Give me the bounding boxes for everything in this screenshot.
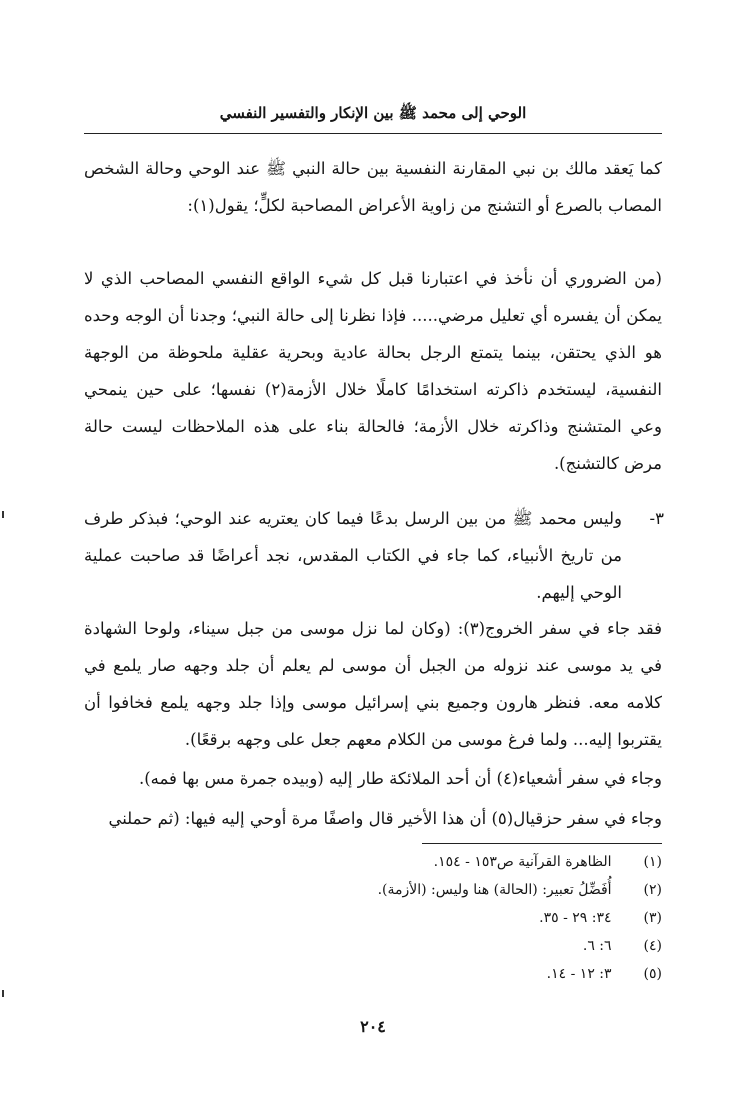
- footnote-text: الظاهرة القرآنية ص١٥٣ - ١٥٤.: [433, 854, 612, 870]
- footnote-text: ٣٤: ٢٩ - ٣٥.: [539, 910, 612, 926]
- footnote: [84, 960, 662, 988]
- quote-paragraph: (من الضروري أن نأخذ في اعتبارنا قبل كل شيء الواقع النفسي المصاحب الذي لا يمكن أن يفسره أي تعليل مرضي..... فإذا نظرنا إلى حالة النبي؛ وجدنا أن الوجه وحده هو الذي يحتقن، بينما يتمتع الرجل بحالة عادية وبحرية عقلية ملحوظة من الوجهة النفسية، ليستخدم ذاكرته استخدامًا كاملًا خلال الأزمة(٢) نفسها؛ على حين ينمحي وعي المتشنج وذاكرته خلال الأزمة؛ فالحالة بناء على هذه الملاحظات ليست حالة مرض كالتشنج).: [84, 269, 662, 473]
- footnote-rule: [422, 843, 662, 844]
- footnote-number: (٤): [643, 938, 662, 954]
- footnote: [84, 848, 662, 876]
- footnote-number: (١): [643, 854, 662, 870]
- footnote-text: ٣: ١٢ - ١٤.: [546, 966, 612, 982]
- exodus-paragraph: فقد جاء في سفر الخروج(٣): (وكان لما نزل موسى من جبل سيناء، ولوحا الشهادة في يد موسى عند نزوله من الجبل أن موسى لم يعلم أن جلد وجهه صار يلمع في كلامه معه. فنظر هارون وجميع بني إسرائيل موسى وإذا جلد وجهه يلمع فخافوا أن يقتربوا إليه... ولما فرغ موسى من الكلام معهم جعل على وجهه برقعًا).: [84, 619, 662, 749]
- item-number: ٣-: [649, 509, 664, 528]
- footnote: [84, 876, 662, 904]
- item-paragraph: وليس محمد ﷺ من بين الرسل بدعًا فيما كان يعتريه عند الوحي؛ فبذكر طرف من تاريخ الأنبياء، كما جاء في الكتاب المقدس، نجد أعراضًا قد صاحبت عملية الوحي إليهم.: [84, 509, 622, 602]
- scan-edge-mark: [2, 990, 4, 997]
- intro-paragraph: كما يَعقد مالك بن نبي المقارنة النفسية بين حالة النبي ﷺ عند الوحي وحالة الشخص المصاب بالصرع أو التشنج من زاوية الأعراض المصاحبة لكلٍّ؛ يقول(١):: [84, 159, 662, 215]
- running-header: الوحي إلى محمد ﷺ بين الإنكار والتفسير النفسي: [219, 104, 527, 122]
- footnote-number: (٢): [643, 882, 662, 898]
- header-rule: [84, 133, 662, 134]
- footnote-text: ٦: ٦.: [582, 938, 612, 954]
- scan-edge-mark: [2, 511, 4, 518]
- footnote: [84, 932, 662, 960]
- footnote-number: (٥): [643, 966, 662, 982]
- footnote-number: (٣): [643, 910, 662, 926]
- page-number: ٢٠٤: [360, 1017, 386, 1036]
- footnote-text: أُفَضِّلُ تعبير: (الحالة) هنا وليس: (الأزمة).: [377, 882, 612, 898]
- ezekiel-paragraph: وجاء في سفر حزقيال(٥) أن هذا الأخير قال واصفًا مرة أوحي إليه فيها: (ثم حملني: [108, 809, 662, 828]
- isaiah-paragraph: وجاء في سفر أشعياء(٤) أن أحد الملائكة طار إليه (وبيده جمرة مس بها فمه).: [138, 769, 662, 788]
- footnote: [84, 904, 662, 932]
